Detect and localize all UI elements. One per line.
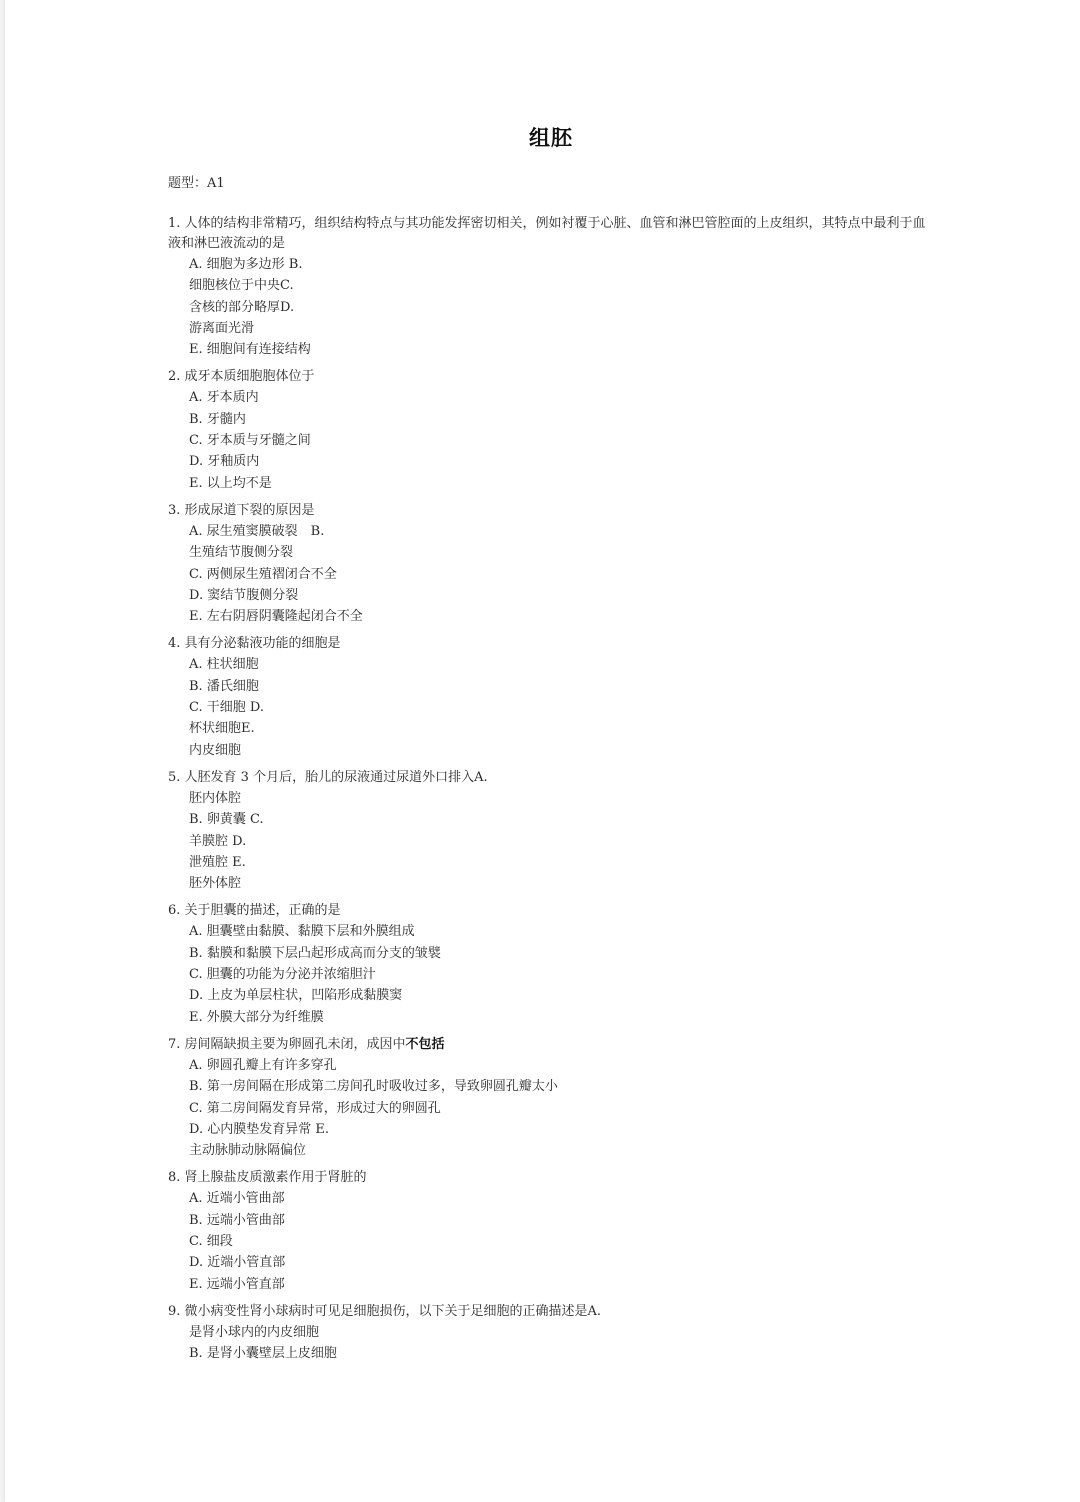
option-line: 内皮细胞 bbox=[189, 742, 242, 758]
option-line: A. 细胞为多边形 B. bbox=[189, 257, 303, 272]
option-line: A. 尿生殖窦膜破裂 B. bbox=[189, 523, 325, 539]
document-page bbox=[5, 0, 1080, 1502]
question-stem: 8. 肾上腺盐皮质激素作用于肾脏的 bbox=[168, 1170, 367, 1186]
option-line: B. 黏膜和黏膜下层凸起形成高而分支的皱襞 bbox=[189, 945, 441, 961]
question-2 bbox=[168, 367, 928, 493]
option-line: 细胞核位于中央C. bbox=[189, 278, 294, 294]
document-title: 组胚 bbox=[529, 126, 573, 150]
option-line: D. 近端小管直部 bbox=[189, 1255, 286, 1271]
option-line: D. 牙釉质内 bbox=[189, 454, 260, 470]
option-line: 羊膜腔 D. bbox=[189, 833, 247, 849]
question-3 bbox=[168, 501, 928, 627]
option-line: 主动脉肺动脉隔偏位 bbox=[189, 1143, 307, 1159]
question-stem: 3. 形成尿道下裂的原因是 bbox=[168, 502, 315, 518]
question-stem: 1. 人体的结构非常精巧，组织结构特点与其功能发挥密切相关，例如衬覆于心脏、血管和淋巴管腔面的上皮组织，其特点中最利于血液和淋巴液流动的是 bbox=[168, 216, 926, 251]
option-line: 游离面光滑 bbox=[189, 320, 255, 336]
option-line: 生殖结节腹侧分裂 bbox=[189, 545, 294, 561]
question-type-label: 题型：A1 bbox=[168, 176, 225, 191]
option-line: B. 牙髓内 bbox=[189, 411, 246, 427]
option-line: B. 是肾小囊壁层上皮细胞 bbox=[189, 1346, 337, 1362]
option-line: D. 窦结节腹侧分裂 bbox=[189, 587, 299, 603]
option-line: 杯状细胞E. bbox=[189, 721, 255, 737]
option-line: 胚内体腔 bbox=[189, 790, 242, 806]
question-list bbox=[168, 214, 928, 1371]
option-line: B. 第一房间隔在形成第二房间孔时吸收过多，导致卵圆孔瓣太小 bbox=[189, 1079, 558, 1095]
question-8 bbox=[168, 1168, 928, 1294]
option-line: A. 柱状细胞 bbox=[189, 657, 259, 673]
question-stem-text: 7. 房间隔缺损主要为卵圆孔未闭，成因中 bbox=[168, 1036, 406, 1052]
option-line: C. 牙本质与牙髓之间 bbox=[189, 433, 311, 449]
option-line: B. 潘氏细胞 bbox=[189, 678, 259, 694]
option-line: E. 远端小管直部 bbox=[189, 1276, 285, 1292]
question-stem-emphasis: 不包括 bbox=[405, 1036, 445, 1052]
question-stem bbox=[168, 1035, 928, 1055]
option-line: B. 远端小管曲部 bbox=[189, 1212, 285, 1228]
option-line: E. 外膜大部分为纤维膜 bbox=[189, 1009, 324, 1025]
option-line: B. 卵黄囊 C. bbox=[189, 812, 264, 828]
question-1 bbox=[168, 214, 928, 360]
option-line: C. 细段 bbox=[189, 1233, 233, 1249]
option-line: A. 近端小管曲部 bbox=[189, 1191, 285, 1207]
question-5 bbox=[168, 768, 928, 894]
question-stem: 4. 具有分泌黏液功能的细胞是 bbox=[168, 636, 341, 652]
option-line: 泄殖腔 E. bbox=[189, 854, 246, 870]
option-line: A. 卵圆孔瓣上有许多穿孔 bbox=[189, 1057, 337, 1073]
option-line: 含核的部分略厚D. bbox=[189, 299, 295, 315]
option-line: A. 牙本质内 bbox=[189, 390, 259, 406]
question-6 bbox=[168, 901, 928, 1027]
option-line: E. 左右阴唇阴囊隆起闭合不全 bbox=[189, 609, 363, 625]
option-line: 是肾小球内的内皮细胞 bbox=[189, 1324, 320, 1340]
question-stem: 5. 人胚发育 3 个月后，胎儿的尿液通过尿道外口排入A. bbox=[168, 769, 488, 785]
question-4 bbox=[168, 634, 928, 760]
option-line: D. 上皮为单层柱状，凹陷形成黏膜窦 bbox=[189, 988, 403, 1004]
option-line: C. 第二房间隔发育异常，形成过大的卵圆孔 bbox=[189, 1100, 441, 1116]
option-line: C. 两侧尿生殖褶闭合不全 bbox=[189, 566, 337, 582]
question-stem: 6. 关于胆囊的描述，正确的是 bbox=[168, 903, 341, 919]
option-line: A. 胆囊壁由黏膜、黏膜下层和外膜组成 bbox=[189, 924, 415, 940]
option-line: D. 心内膜垫发育异常 E. bbox=[189, 1121, 329, 1137]
question-stem: 9. 微小病变性肾小球病时可见足细胞损伤，以下关于足细胞的正确描述是A. bbox=[168, 1303, 602, 1319]
question-9 bbox=[168, 1302, 928, 1365]
option-line: E. 细胞间有连接结构 bbox=[189, 342, 311, 358]
option-line: E. 以上均不是 bbox=[189, 475, 272, 491]
option-line: C. 干细胞 D. bbox=[189, 700, 264, 716]
option-line: C. 胆囊的功能为分泌并浓缩胆汁 bbox=[189, 967, 376, 983]
question-stem: 2. 成牙本质细胞胞体位于 bbox=[168, 369, 315, 385]
question-7 bbox=[168, 1035, 928, 1161]
option-line: 胚外体腔 bbox=[189, 876, 242, 892]
